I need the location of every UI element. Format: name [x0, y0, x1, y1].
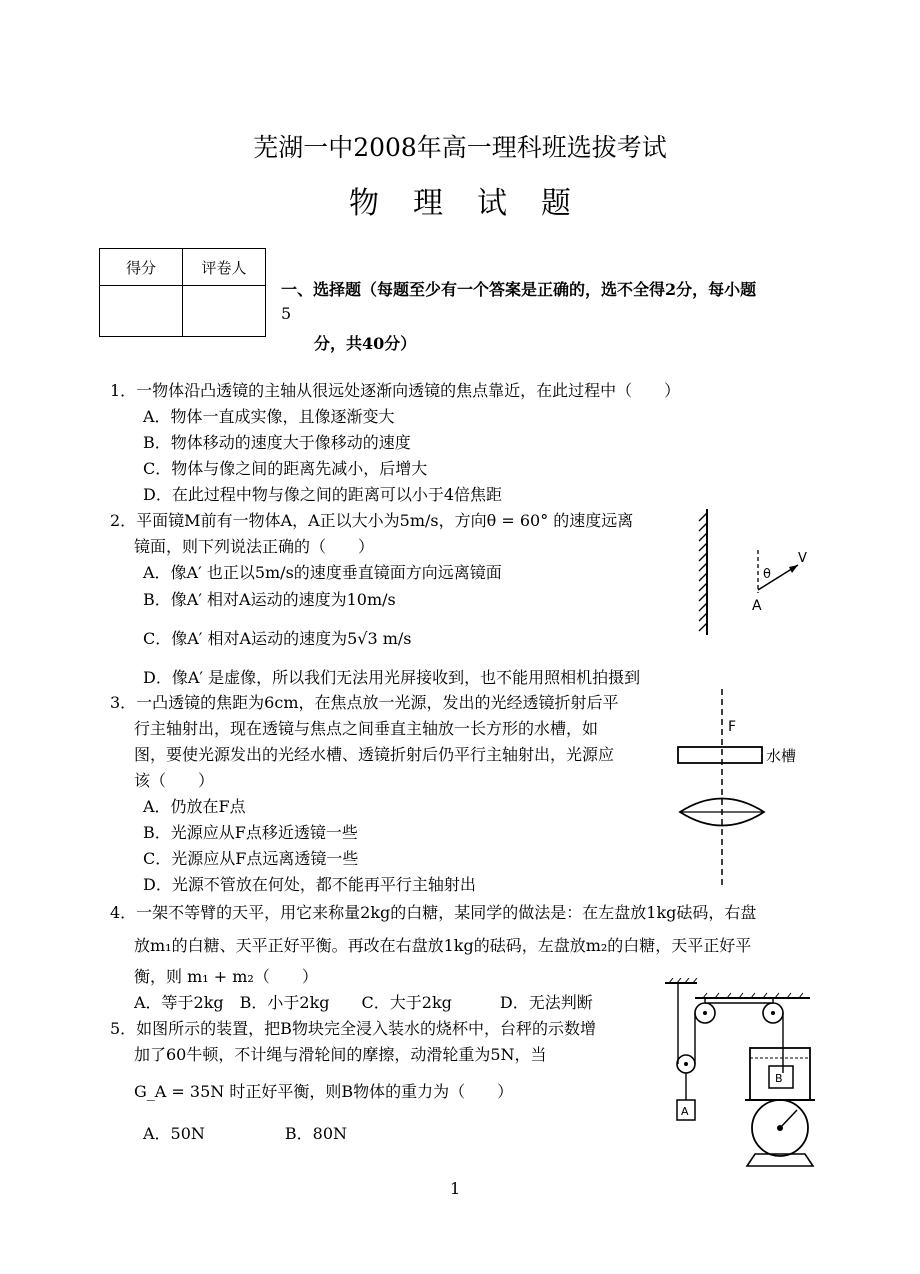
q2-option-a: A．像A′ 也正以5m/s的速度垂直镜面方向远离镜面 — [143, 563, 502, 582]
velocity-label: V — [798, 551, 807, 566]
q5-stem-line3: G_A = 35N 时正好平衡，则B物体的重力为（ ） — [134, 1082, 514, 1101]
object-a-label: A — [752, 598, 762, 614]
q3-stem-line3: 图，要使光源发出的光经水槽、透镜折射后仍平行主轴射出，光源应 — [134, 745, 615, 764]
grader-cell — [183, 286, 266, 337]
score-cell — [100, 286, 183, 337]
block-a-label: A — [681, 1105, 689, 1118]
q1-option-b: B．物体移动的速度大于像移动的速度 — [143, 433, 411, 452]
q3-option-b: B．光源应从F点移近透镜一些 — [143, 823, 358, 842]
section-heading-line3: 分，共40分） — [314, 334, 417, 353]
mirror-figure — [695, 505, 815, 640]
q3-stem-line2: 行主轴射出，现在透镜与焦点之间垂直主轴放一长方形的水槽，如 — [134, 719, 599, 738]
page-title: 芜湖一中2008年高一理科班选拔考试 — [253, 133, 667, 162]
q3-stem-line4: 该（ ） — [134, 771, 215, 790]
score-table — [99, 248, 266, 337]
q5-stem-line1: 5．如图所示的装置，把B物块完全浸入装水的烧杯中，台秤的示数增 — [110, 1019, 596, 1038]
q3-stem-line1: 3．一凸透镜的焦距为6cm，在焦点放一光源，发出的光经透镜折射后平 — [110, 693, 619, 712]
q3-option-a: A．仍放在F点 — [143, 797, 246, 816]
block-b-label: B — [775, 1072, 783, 1085]
theta-label: θ — [763, 567, 771, 582]
q3-option-d: D．光源不管放在何处，都不能再平行主轴射出 — [143, 875, 476, 894]
q2-stem-line1: 2．平面镜M前有一物体A，A正以大小为5m/s，方向θ = 60° 的速度远离 — [110, 511, 634, 530]
q5-options: A．50N B．80N — [143, 1124, 348, 1143]
q4-stem-line2: 放m₁的白糖、天平正好平衡。再改在右盘放1kg的砝码，左盘放m₂的白糖，天平正好平 — [134, 936, 752, 955]
q4-stem-line1: 4．一架不等臂的天平，用它来称量2kg的白糖，某同学的做法是：在左盘放1kg砝码，右盘 — [110, 903, 757, 922]
grader-header: 评卷人 — [183, 249, 266, 286]
q1-stem: 1．一物体沿凸透镜的主轴从很远处逐渐向透镜的焦点靠近，在此过程中（ ） — [110, 381, 681, 400]
q4-options: A．等于2kg B．小于2kg C．大于2kg D．无法判断 — [134, 993, 593, 1012]
pulley-figure — [655, 978, 825, 1170]
q2-option-c: C．像A′ 相对A运动的速度为5√3 m/s — [143, 629, 412, 648]
q1-option-d: D．在此过程中物与像之间的距离可以小于4倍焦距 — [143, 485, 503, 504]
focal-point-label: F — [728, 719, 737, 735]
section-heading-line1: 一、选择题（每题至少有一个答案是正确的，选不全得2分，每小题 — [281, 280, 757, 299]
page-subtitle: 物理试题 — [349, 186, 605, 221]
q1-option-a: A．物体一直成实像，且像逐渐变大 — [143, 407, 395, 426]
q2-option-d: D．像A′ 是虚像，所以我们无法用光屏接收到，也不能用照相机拍摄到 — [143, 668, 641, 687]
section-heading-line2: 5 — [281, 304, 292, 323]
water-tank-label: 水槽 — [766, 747, 797, 765]
q2-option-b: B．像A′ 相对A运动的速度为10m/s — [143, 590, 396, 609]
lens-tank-figure — [670, 685, 810, 890]
q5-stem-line2: 加了60牛顿，不计绳与滑轮间的摩擦，动滑轮重为5N，当 — [134, 1045, 547, 1064]
page-number: 1 — [450, 1179, 461, 1198]
score-header: 得分 — [100, 249, 183, 286]
q1-option-c: C．物体与像之间的距离先减小，后增大 — [143, 459, 428, 478]
q3-option-c: C．光源应从F点远离透镜一些 — [143, 849, 359, 868]
q2-stem-line2: 镜面，则下列说法正确的（ ） — [134, 537, 375, 556]
q4-stem-line3: 衡，则 m₁ + m₂（ ） — [134, 967, 318, 986]
